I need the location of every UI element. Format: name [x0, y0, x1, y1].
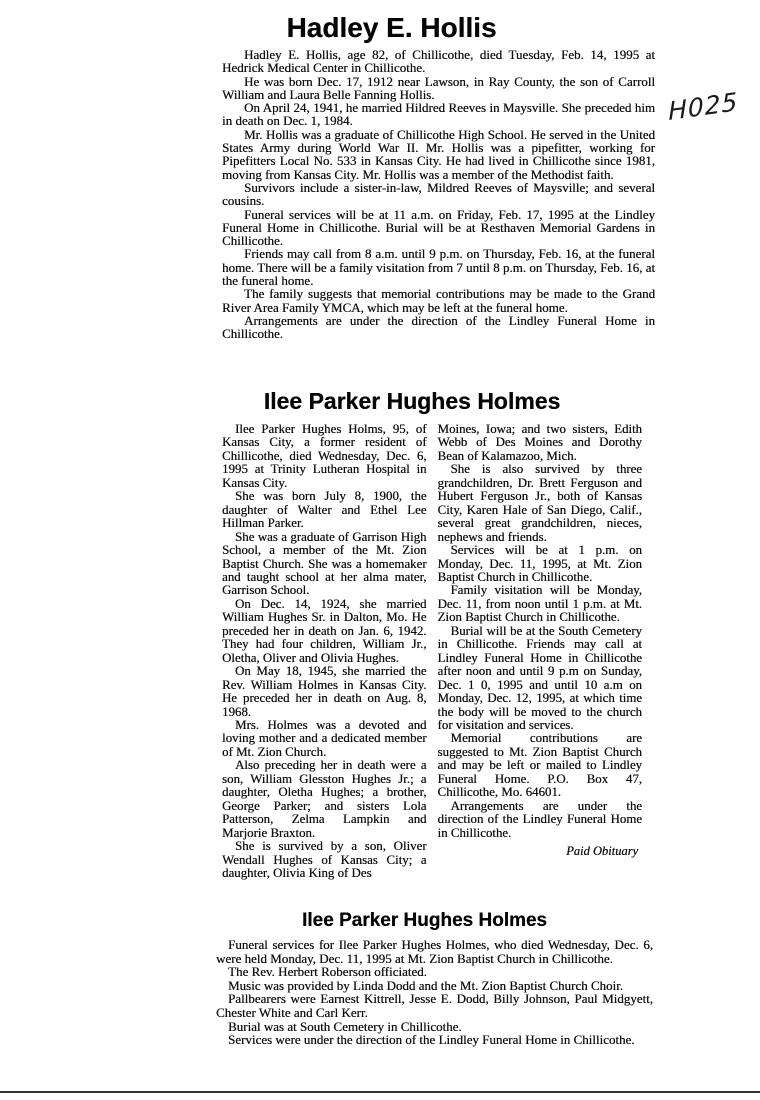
obituary-paragraph: On May 18, 1945, she married the Rev. William Holmes in Kansas City. He preceded her in death on Aug. 8, 1968. — [222, 664, 427, 719]
obituary-paragraph: She is survived by a son, Oliver Wendall Hughes of Kansas City; a daughter, Olivia King of Des — [222, 839, 427, 880]
obituary-paragraph: On Dec. 14, 1924, she married William Hughes Sr. in Dalton, Mo. He preceded her in death on Jan. 6, 1942. They had four children, William Jr., Oletha, Oliver and Olivia Hughes. — [222, 596, 427, 665]
obituary-paragraph: Family visitation will be Monday, Dec. 11, from noon until 1 p.m. at Mt. Zion Baptist Church in Chillicothe. — [437, 583, 642, 625]
obituary-holmes-columns — [222, 423, 642, 880]
funeral-notice-holmes — [216, 910, 653, 1047]
obituary-paragraph: Ilee Parker Hughes Holms, 95, of Kansas City, a former resident of Chillicothe, died Wednesday, Dec. 6, 1995 at Trinity Lutheran Hospital in Kansas City. — [222, 422, 427, 490]
notice-paragraph: Services were under the direction of the Lindley Funeral Home in Chillicothe. — [228, 1032, 635, 1048]
obituary-paragraph: She was born July 8, 1900, the daughter of Walter and Ethel Lee Hillman Parker. — [222, 489, 427, 531]
obituary-paragraph: Friends may call from 8 a.m. until 9 p.m. on Thursday, Feb. 16, at the funeral home. There will be a family visitation from 7 until 8 p.m. on Thursday, Feb. 16, at the funeral home. — [222, 246, 655, 289]
notice-paragraph: Funeral services for Ilee Parker Hughes Holmes, who died Wednesday, Dec. 6, were held Monday, Dec. 11, 1995 at Mt. Zion Baptist Church in Chillicothe. — [216, 937, 653, 966]
obituary-paragraph: She is also survived by three grandchildren, Dr. Brett Ferguson and Hubert Ferguson Jr., both of Kansas City, Karen Hale of San Diego, Calif., several great grandchildren, nieces, nephews and friends. — [437, 462, 642, 544]
funeral-notice-title: Ilee Parker Hughes Holmes — [302, 910, 547, 931]
obituary-paragraph: On April 24, 1941, he married Hildred Reeves in Maysville. She preceded him in death on Dec. 1, 1984. — [222, 100, 655, 129]
handwritten-annotation: H025 — [667, 87, 739, 126]
obituary-paragraph: Memorial contributions are suggested to Mt. Zion Baptist Church and may be left or mailed to Lindley Funeral Home. P.O. Box 47, Chillicothe, Mo. 64601. — [437, 731, 642, 800]
obituary-holmes-right-column — [438, 423, 643, 880]
obituary-paragraph: Survivors include a sister-in-law, Mildred Reeves of Maysville; and several cousins. — [222, 179, 655, 209]
paid-obituary-label: Paid Obituary — [566, 844, 638, 859]
notice-paragraph: Burial was at South Cemetery in Chillicothe. — [228, 1018, 462, 1034]
funeral-notice-body — [216, 938, 653, 1047]
obituary-hollis-body — [222, 48, 655, 341]
obituary-holmes — [222, 389, 642, 880]
notice-paragraph: Pallbearers were Earnest Kittrell, Jesse E. Dodd, Billy Johnson, Paul Midgyett, Chester White and Carl Kerr. — [216, 991, 653, 1020]
obituary-paragraph: He was born Dec. 17, 1912 near Lawson, in Ray County, the son of Carroll William and Laura Belle Fanning Hollis. — [222, 73, 655, 102]
obituary-paragraph: Arrangements are under the direction of the Lindley Funeral Home in Chillicothe. — [437, 798, 642, 840]
obituary-holmes-title: Ilee Parker Hughes Holmes — [263, 388, 561, 414]
obituary-paragraph: She was a graduate of Garrison High School, a member of the Mt. Zion Baptist Church. She was a homemaker and taught school at her alma mater, Garrison School. — [222, 529, 427, 598]
obituary-paragraph: Mr. Hollis was a graduate of Chillicothe High School. He served in the United States Army during World War II. Mr. Hollis was a pipefitter, working for Pipefitters Local No. 533 in Kansas City. He had lived in Chillicothe since 1981, moving from Kansas City. Mr. Hollis was a member of the Methodist faith. — [222, 126, 655, 182]
obituary-paragraph: Moines, Iowa; and two sisters, Edith Webb of Des Moines and Dorothy Bean of Kalamazoo, Mich. — [437, 422, 642, 463]
obituary-paragraph: Mrs. Holmes was a devoted and loving mother and a dedicated member of Mt. Zion Church. — [222, 717, 427, 759]
obituary-paragraph: Funeral services will be at 11 a.m. on Friday, Feb. 17, 1995 at the Lindley Funeral Home in Chillicothe. Burial will be at Resthaven Memorial Gardens in Chillicothe. — [222, 206, 655, 249]
obituary-hollis-title: Hadley E. Hollis — [286, 12, 497, 43]
notice-paragraph: The Rev. Herbert Roberson officiated. — [228, 964, 427, 980]
obituary-paragraph: Services will be at 1 p.m. on Monday, Dec. 11, 1995, at Mt. Zion Baptist Church in Chillicothe. — [437, 543, 642, 584]
obituary-paragraph: Burial will be at the South Cemetery in Chillicothe. Friends may call at Lindley Funeral Home in Chillicothe after noon and until 9 p.m on Sunday, Dec. 1 0, 1995 and until 10 a.m on Monday, Dec. 12, 1995, at which time the body will be moved to the church for visitation and services. — [437, 623, 642, 732]
obituary-holmes-right-paragraphs — [438, 423, 643, 840]
obituary-hollis — [222, 12, 655, 341]
obituary-paragraph: Hadley E. Hollis, age 82, of Chillicothe, died Tuesday, Feb. 14, 1995 at Hedrick Medical Center in Chillicothe. — [222, 47, 655, 76]
notice-paragraph: Music was provided by Linda Dodd and the Mt. Zion Baptist Church Choir. — [228, 977, 624, 993]
obituary-paragraph: Arrangements are under the direction of the Lindley Funeral Home in Chillicothe. — [222, 312, 655, 342]
obituary-holmes-left-column — [222, 423, 427, 880]
obituary-paragraph: The family suggests that memorial contributions may be made to the Grand River Area Family YMCA, which may be left at the funeral home. — [222, 286, 655, 315]
scan-edge-line — [0, 1091, 760, 1093]
obituary-paragraph: Also preceding her in death were a son, William Glesston Hughes Jr.; a daughter, Oletha Hughes; a brother, George Parker; and sisters Lola Patterson, Zelma Lampkin and Marjorie Braxton. — [222, 758, 427, 840]
